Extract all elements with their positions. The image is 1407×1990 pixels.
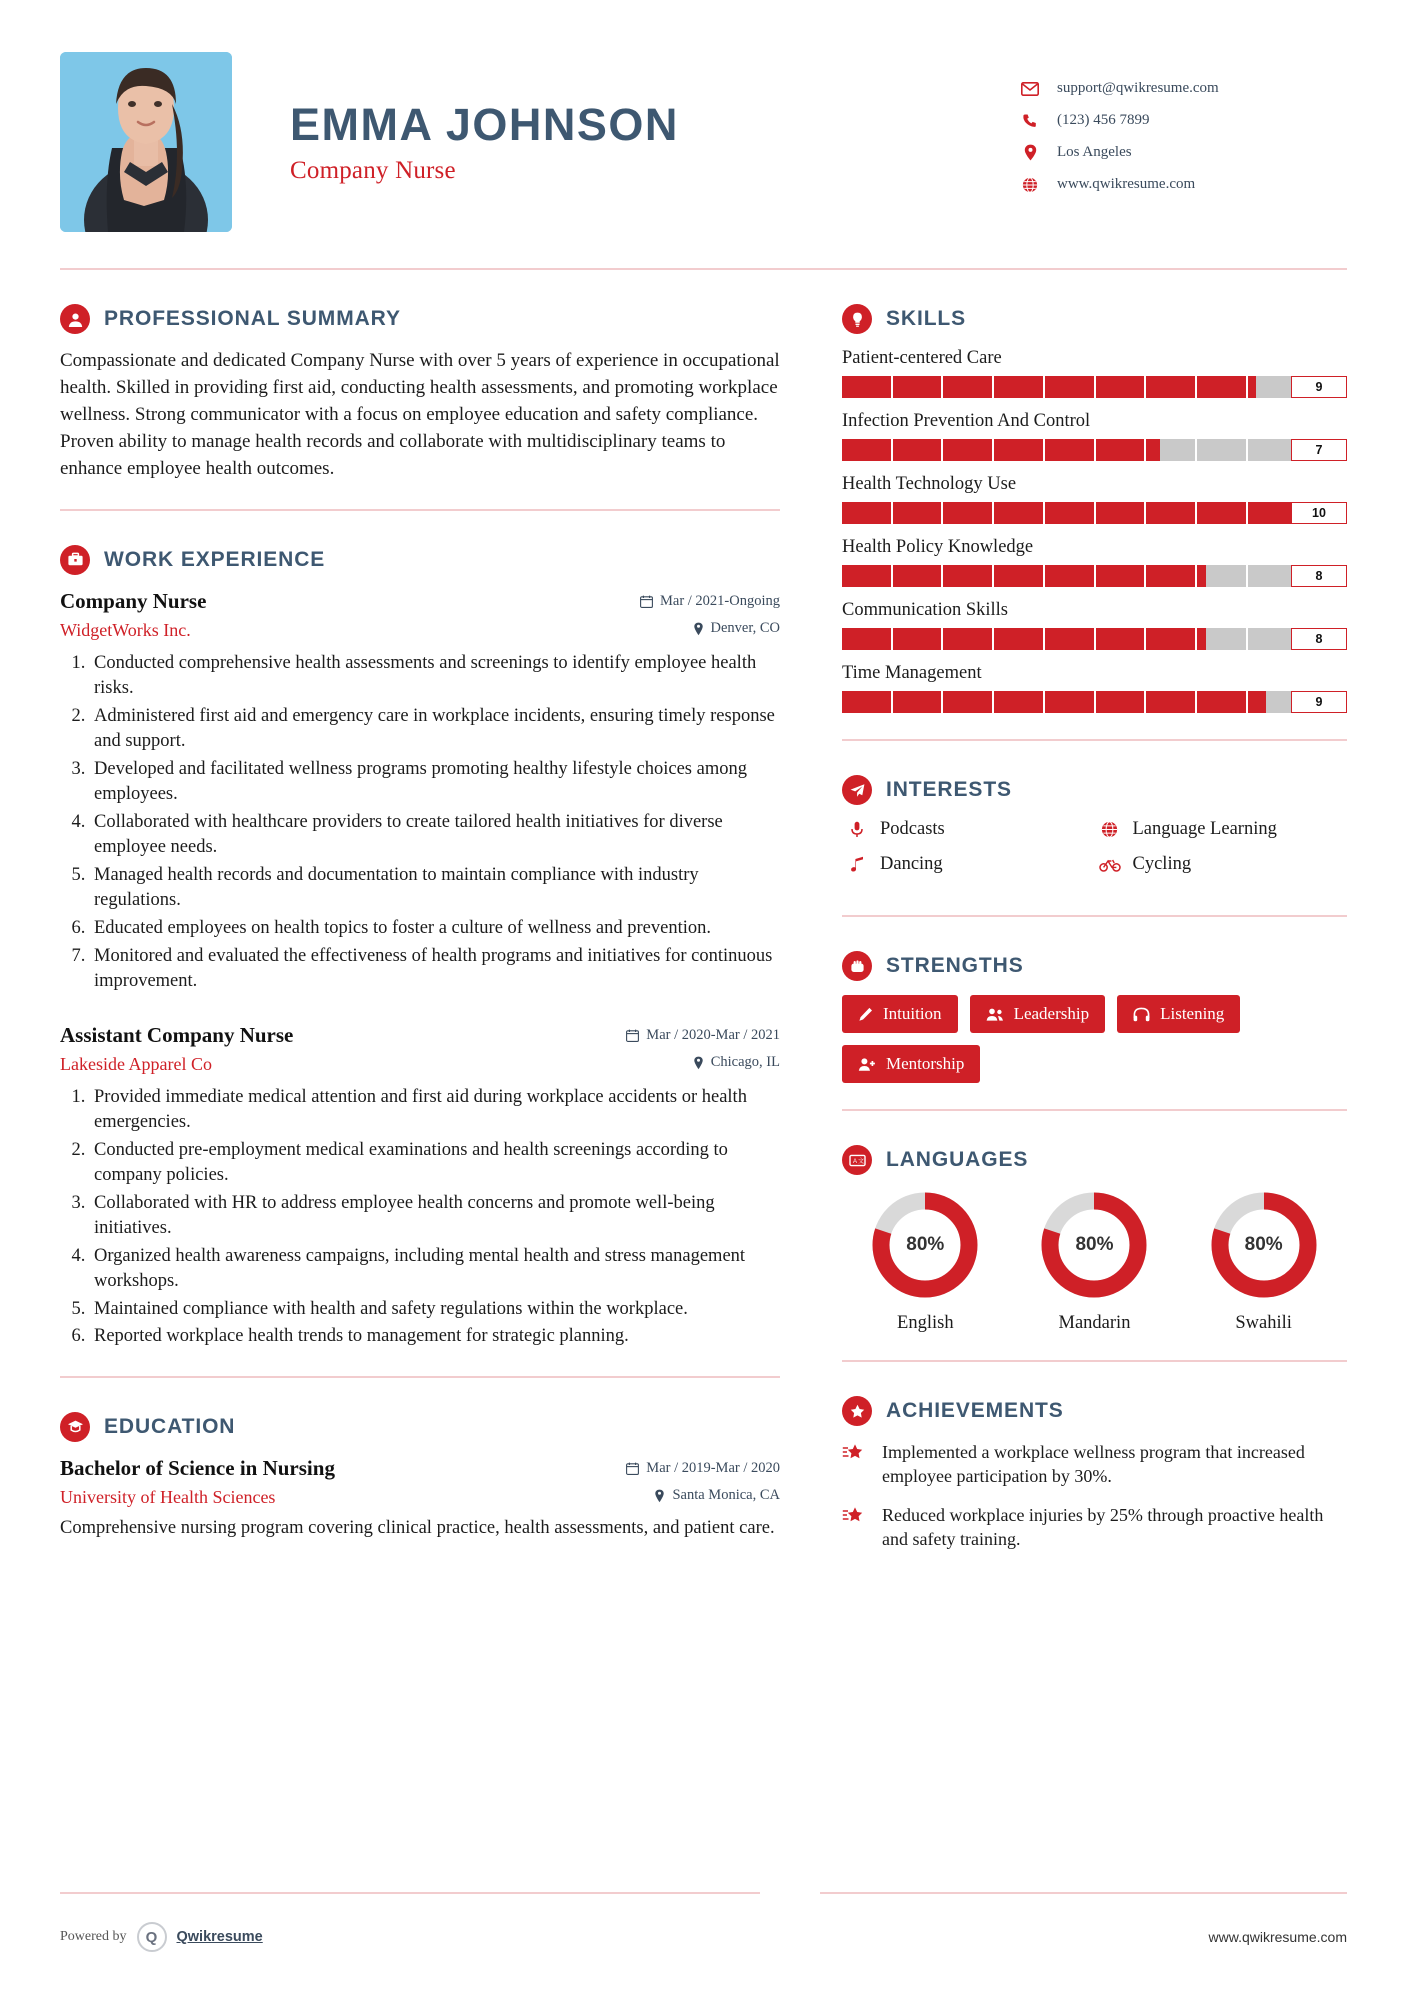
divider-languages xyxy=(842,1360,1347,1362)
lightbulb-icon xyxy=(842,304,872,334)
strength-badge xyxy=(842,1045,980,1083)
experience-entry xyxy=(60,589,780,995)
list-item: 1. Conducted comprehensive health assessments and screenings to identify employee health risks. xyxy=(90,651,780,702)
experience-location xyxy=(693,1054,780,1071)
language-percent: 80% xyxy=(1075,1234,1114,1255)
list-item: 5. Maintained compliance with health and safety regulations within the workplace. xyxy=(90,1297,780,1323)
contact-location-text: Los Angeles xyxy=(1057,144,1132,160)
language-item xyxy=(1011,1189,1178,1334)
skill-item xyxy=(842,474,1347,524)
strengths-list xyxy=(842,995,1347,1083)
resume-header xyxy=(0,0,1407,232)
experience-role: Company Nurse xyxy=(60,588,207,613)
avatar-illustration xyxy=(60,52,232,232)
section-title-languages: LANGUAGES xyxy=(886,1148,1029,1171)
experience-bullets xyxy=(60,651,780,995)
section-header-education xyxy=(60,1412,780,1442)
language-percent: 80% xyxy=(906,1234,945,1255)
interest-label: Dancing xyxy=(880,854,943,874)
footer-divider-left xyxy=(60,1892,760,1894)
user-plus-icon xyxy=(858,1057,876,1072)
education-location-text: Santa Monica, CA xyxy=(672,1487,780,1504)
interest-label: Cycling xyxy=(1132,854,1192,874)
experience-role: Assistant Company Nurse xyxy=(60,1022,294,1047)
interest-item xyxy=(842,854,1095,875)
list-item: 2. Conducted pre-employment medical examinations and health screenings according to company policies. xyxy=(90,1138,780,1189)
section-title-summary: PROFESSIONAL SUMMARY xyxy=(104,307,401,330)
right-column xyxy=(820,270,1347,1552)
divider-strengths xyxy=(842,1109,1347,1111)
skill-name: Health Technology Use xyxy=(842,474,1017,494)
list-item: 6. Educated employees on health topics to foster a culture of wellness and prevention. xyxy=(90,916,780,942)
language-donut xyxy=(869,1189,981,1301)
svg-text:文: 文 xyxy=(857,1158,864,1165)
users-icon xyxy=(986,1007,1004,1022)
language-item xyxy=(842,1189,1009,1334)
education-dates xyxy=(626,1460,780,1477)
education-entry-subheader xyxy=(60,1487,780,1508)
map-pin-icon xyxy=(693,1056,704,1070)
section-header-summary xyxy=(60,304,780,334)
footer-divider-right xyxy=(820,1892,1347,1894)
skill-item xyxy=(842,663,1347,713)
contact-list xyxy=(1017,76,1347,208)
contact-email-text: support@qwikresume.com xyxy=(1057,79,1219,96)
list-item: 6. Reported workplace health trends to management for strategic planning. xyxy=(90,1324,780,1350)
fist-icon xyxy=(842,951,872,981)
education-entry xyxy=(60,1456,780,1542)
list-item: 3. Collaborated with HR to address employee health concerns and promote well-being initiatives. xyxy=(90,1191,780,1242)
list-item: 1. Provided immediate medical attention and first aid during workplace accidents or health emergencies. xyxy=(90,1085,780,1136)
powered-by xyxy=(60,1922,263,1952)
skill-value: 9 xyxy=(1291,691,1347,713)
page-title: EMMA JOHNSON xyxy=(290,99,679,150)
education-dates-text: Mar / 2019-Mar / 2020 xyxy=(646,1459,780,1476)
globe-icon xyxy=(1017,176,1043,193)
skill-name: Time Management xyxy=(842,663,982,683)
shooting-star-icon xyxy=(842,1440,882,1489)
section-header-interests xyxy=(842,775,1347,805)
section-header-experience xyxy=(60,545,780,575)
profile-photo xyxy=(60,52,232,232)
skill-bar xyxy=(842,439,1347,461)
briefcase-icon xyxy=(60,545,90,575)
experience-entry-subheader xyxy=(60,620,780,641)
section-title-interests: INTERESTS xyxy=(886,778,1012,801)
experience-company: Lakeside Apparel Co xyxy=(60,1053,212,1074)
section-header-skills xyxy=(842,304,1347,334)
music-note-icon xyxy=(842,856,872,873)
experience-dates-text: Mar / 2021-Ongoing xyxy=(659,592,780,609)
location-pin-icon xyxy=(1017,144,1043,161)
skill-item xyxy=(842,537,1347,587)
education-school: University of Health Sciences xyxy=(60,1486,276,1507)
experience-location-text: Denver, CO xyxy=(710,620,780,637)
language-donut xyxy=(1208,1189,1320,1301)
strength-label: Leadership xyxy=(1013,1004,1090,1023)
skill-bar xyxy=(842,691,1347,713)
skill-item xyxy=(842,348,1347,398)
resume-body xyxy=(0,270,1407,1552)
list-item: 7. Monitored and evaluated the effectiveness of health programs and initiatives for continuous improvement. xyxy=(90,944,780,995)
contact-website[interactable] xyxy=(1017,176,1347,193)
experience-bullets xyxy=(60,1085,780,1350)
interests-list xyxy=(842,819,1347,889)
experience-entry-header xyxy=(60,1023,780,1048)
qwikresume-brand-link[interactable]: Qwikresume xyxy=(176,1929,263,1945)
name-block xyxy=(290,99,679,185)
strength-label: Mentorship xyxy=(886,1054,965,1073)
achievement-text: Reduced workplace injuries by 25% through proactive health and safety training. xyxy=(882,1504,1324,1550)
experience-entry xyxy=(60,1023,780,1350)
divider-interests xyxy=(842,915,1347,917)
experience-dates xyxy=(640,593,780,610)
language-name: Swahili xyxy=(1235,1313,1292,1333)
languages-list xyxy=(842,1189,1347,1334)
achievement-item xyxy=(842,1503,1347,1552)
contact-email[interactable] xyxy=(1017,80,1347,97)
contact-website-text: www.qwikresume.com xyxy=(1057,176,1196,193)
divider-skills xyxy=(842,739,1347,741)
map-pin-icon xyxy=(693,622,704,636)
section-title-skills: SKILLS xyxy=(886,307,967,330)
job-title: Company Nurse xyxy=(290,157,456,184)
skill-name: Infection Prevention And Control xyxy=(842,411,1091,431)
contact-phone-text: (123) 456 7899 xyxy=(1057,111,1150,128)
skill-value: 8 xyxy=(1291,628,1347,650)
microphone-icon xyxy=(842,821,872,838)
strength-label: Intuition xyxy=(883,1004,942,1023)
experience-dates xyxy=(626,1027,780,1044)
qwikresume-logo-icon: Q xyxy=(137,1922,167,1952)
language-item xyxy=(1180,1189,1347,1334)
experience-location-text: Chicago, IL xyxy=(710,1054,780,1071)
contact-phone[interactable] xyxy=(1017,112,1347,129)
bicycle-icon xyxy=(1095,857,1125,872)
skill-name: Health Policy Knowledge xyxy=(842,537,1034,557)
skill-name: Communication Skills xyxy=(842,600,1008,620)
achievement-text: Implemented a workplace wellness program that increased employee participation by 30%. xyxy=(882,1442,1305,1487)
interest-label: Podcasts xyxy=(880,819,945,839)
skill-bar xyxy=(842,565,1347,587)
left-column xyxy=(60,270,820,1552)
shooting-star-icon xyxy=(842,1503,882,1552)
paper-plane-icon xyxy=(842,775,872,805)
section-title-experience: WORK EXPERIENCE xyxy=(104,547,326,571)
phone-icon xyxy=(1017,112,1043,129)
skill-item xyxy=(842,600,1347,650)
headphones-icon xyxy=(1133,1007,1150,1022)
star-circle-icon xyxy=(842,1396,872,1426)
section-title-education: EDUCATION xyxy=(104,1414,236,1438)
map-pin-icon xyxy=(654,1489,665,1503)
experience-entry-subheader xyxy=(60,1054,780,1075)
list-item: 4. Organized health awareness campaigns, including mental health and stress management workshops. xyxy=(90,1244,780,1295)
globe-icon xyxy=(1095,821,1125,838)
summary-text: Compassionate and dedicated Company Nurse with over 5 years of experience in occupational health. Skilled in providing first aid, conducting health assessments, and promoting workplace wellness. Strong communicator with a focus on employee education and safety compliance. Proven ability to manage health records and collaborate with multidisciplinary teams to enhance employee health outcomes. xyxy=(60,350,780,479)
graduation-cap-icon xyxy=(60,1412,90,1442)
education-description: Comprehensive nursing program covering clinical practice, health assessments, and patient care. xyxy=(60,1517,775,1538)
calendar-icon xyxy=(640,595,653,608)
skill-value: 9 xyxy=(1291,376,1347,398)
section-title-strengths: STRENGTHS xyxy=(886,954,1024,977)
skill-value: 8 xyxy=(1291,565,1347,587)
strength-badge xyxy=(842,995,958,1033)
divider-experience xyxy=(60,1376,780,1378)
skill-bar xyxy=(842,502,1347,524)
language-card-icon xyxy=(842,1145,872,1175)
powered-by-label: Powered by xyxy=(60,1929,127,1944)
page-footer xyxy=(60,1922,1347,1952)
language-percent: 80% xyxy=(1244,1234,1283,1255)
list-item: 4. Collaborated with healthcare providers to create tailored health initiatives for diverse employee needs. xyxy=(90,810,780,861)
contact-location xyxy=(1017,144,1347,161)
calendar-icon xyxy=(626,1029,639,1042)
skill-bar xyxy=(842,376,1347,398)
experience-entry-header xyxy=(60,589,780,614)
footer-website[interactable]: www.qwikresume.com xyxy=(1208,1929,1347,1945)
skill-name: Patient-centered Care xyxy=(842,348,1002,368)
list-item: 2. Administered first aid and emergency care in workplace incidents, ensuring timely response and support. xyxy=(90,704,780,755)
experience-dates-text: Mar / 2020-Mar / 2021 xyxy=(646,1026,780,1043)
interest-label: Language Learning xyxy=(1132,819,1277,839)
interest-item xyxy=(842,819,1095,840)
education-entry-header xyxy=(60,1456,780,1481)
interest-item xyxy=(1095,854,1348,875)
language-name: Mandarin xyxy=(1058,1313,1131,1333)
experience-company: WidgetWorks Inc. xyxy=(60,619,191,640)
list-item: 3. Developed and facilitated wellness programs promoting healthy lifestyle choices among employees. xyxy=(90,757,780,808)
pen-icon xyxy=(858,1007,873,1022)
interest-item xyxy=(1095,819,1348,840)
achievement-item xyxy=(842,1440,1347,1489)
education-location xyxy=(654,1487,780,1504)
section-title-achievements: ACHIEVEMENTS xyxy=(886,1399,1064,1422)
language-name: English xyxy=(897,1313,954,1333)
svg-text:A: A xyxy=(852,1158,857,1165)
divider-summary xyxy=(60,509,780,511)
user-circle-icon xyxy=(60,304,90,334)
mail-icon xyxy=(1017,80,1043,97)
list-item: 5. Managed health records and documentation to maintain compliance with industry regulations. xyxy=(90,863,780,914)
education-degree: Bachelor of Science in Nursing xyxy=(60,1455,335,1480)
strength-badge xyxy=(970,995,1106,1033)
section-header-strengths xyxy=(842,951,1347,981)
section-header-achievements xyxy=(842,1396,1347,1426)
strength-label: Listening xyxy=(1160,1004,1225,1023)
experience-location xyxy=(693,620,780,637)
skill-item xyxy=(842,411,1347,461)
skill-bar xyxy=(842,628,1347,650)
language-donut xyxy=(1038,1189,1150,1301)
calendar-icon xyxy=(626,1462,639,1475)
skill-value: 10 xyxy=(1291,502,1347,524)
skill-value: 7 xyxy=(1291,439,1347,461)
section-header-languages xyxy=(842,1145,1347,1175)
strength-badge xyxy=(1117,995,1240,1033)
